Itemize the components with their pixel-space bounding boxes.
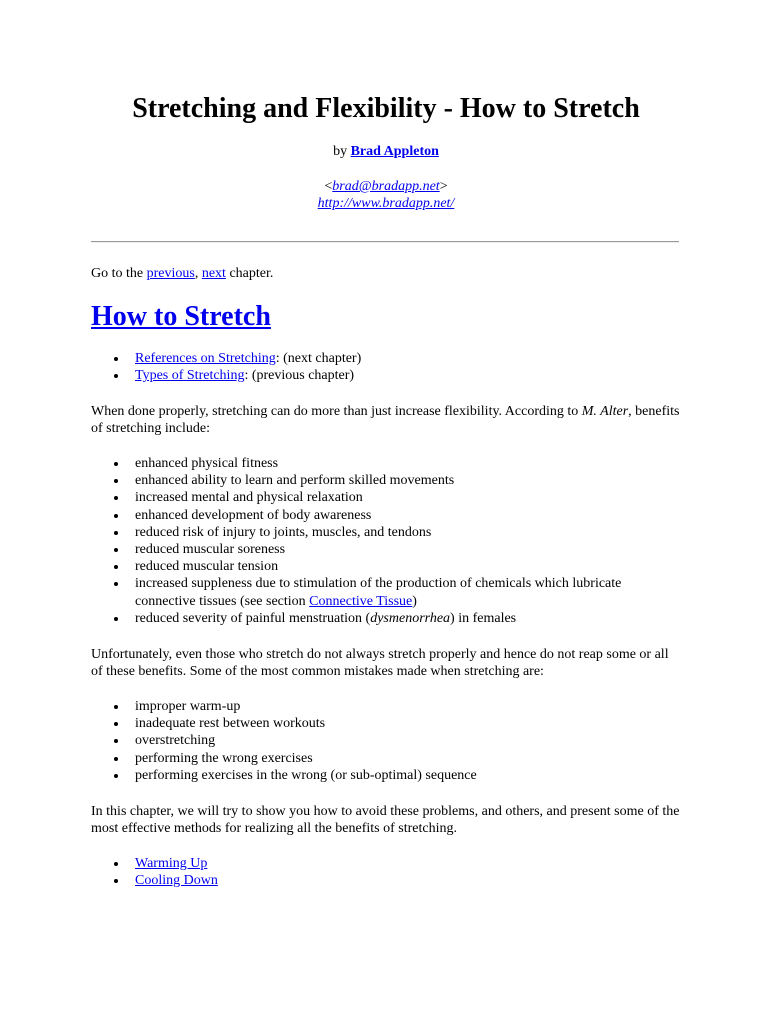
next-chapter-link[interactable]: next [201,266,226,281]
connective-tissue-link[interactable]: Connective Tissue [309,593,413,609]
section-title [91,300,271,334]
menstruation-text: reduced severity of painful menstruation ( [135,610,371,626]
horizontal-rule [91,241,679,243]
medical-term: dysmenorrhea [370,610,451,626]
website-line [91,195,681,212]
email-open-bracket: < [324,179,333,194]
list-item: overstretching [135,732,681,749]
list-item: enhanced physical fitness [135,455,681,472]
warming-up-link[interactable]: Warming Up [135,856,208,871]
list-item: performing the wrong exercises [135,750,681,767]
list-item [135,872,681,889]
types-of-stretching-link[interactable]: Types of Stretching [135,368,245,384]
chapter-paragraph: In this chapter, we will try to show you how to avoid these problems, and others, and present some of the most effective methods for realizing all the benefits of stretching. [91,804,680,836]
byline-prefix: by [333,144,351,159]
list-item [135,575,681,609]
email-link[interactable]: brad@bradapp.net [332,179,440,194]
cooling-down-link[interactable]: Cooling Down [135,873,218,889]
suppleness-close: ) [412,593,417,609]
website-link[interactable]: http://www.bradapp.net/ [317,196,455,211]
page-title: Stretching and Flexibility - How to Stretch [132,93,640,124]
intro-paragraph [91,403,681,437]
list-item: reduced muscular soreness [135,541,681,558]
author-link[interactable]: Brad Appleton [350,144,439,159]
references-note: : (next chapter) [275,351,362,366]
list-item: inadequate rest between workouts [135,715,681,732]
list-item: increased mental and physical relaxation [135,489,681,506]
previous-chapter-link[interactable]: previous [146,266,195,281]
intro-text-end: , benefits of stretching include: [91,404,680,436]
list-item: improper warm-up [135,698,681,715]
sections-list [91,855,681,889]
goto-separator: , [194,266,202,281]
goto-suffix: chapter. [225,266,274,281]
section-title-link[interactable]: How to Stretch [91,301,271,332]
intro-text: When done properly, stretching can do more than just increase flexibility. According to [91,404,582,419]
goto-prefix: Go to the [91,266,147,281]
list-item: performing exercises in the wrong (or sub-optimal) sequence [135,767,681,784]
list-item [135,610,681,627]
mistakes-list [91,698,681,784]
email-line [91,178,681,195]
menstruation-close: ) in females [450,610,517,626]
email-close-bracket: > [439,179,448,194]
list-item [135,855,681,872]
benefits-list [91,455,681,627]
types-note: : (previous chapter) [244,368,355,384]
contact-block [91,178,681,212]
related-chapters-list [91,350,681,384]
list-item [135,367,681,384]
list-item: enhanced development of body awareness [135,507,681,524]
list-item [135,350,681,367]
suppleness-text: increased suppleness due to stimulation of the production of chemicals which lubricate connective tissues (see section [135,576,622,609]
references-link[interactable]: References on Stretching [135,351,276,366]
list-item: reduced risk of injury to joints, muscles, and tendons [135,524,681,541]
byline [91,143,681,160]
list-item: reduced muscular tension [135,558,681,575]
chapter-navigation [91,265,681,282]
mistakes-paragraph: Unfortunately, even those who stretch do not always stretch properly and hence do not reap some or all of these benefits. Some of the most common mistakes made when stretching are: [91,647,669,679]
list-item: enhanced ability to learn and perform skilled movements [135,472,681,489]
cited-author: M. Alter [581,404,629,419]
